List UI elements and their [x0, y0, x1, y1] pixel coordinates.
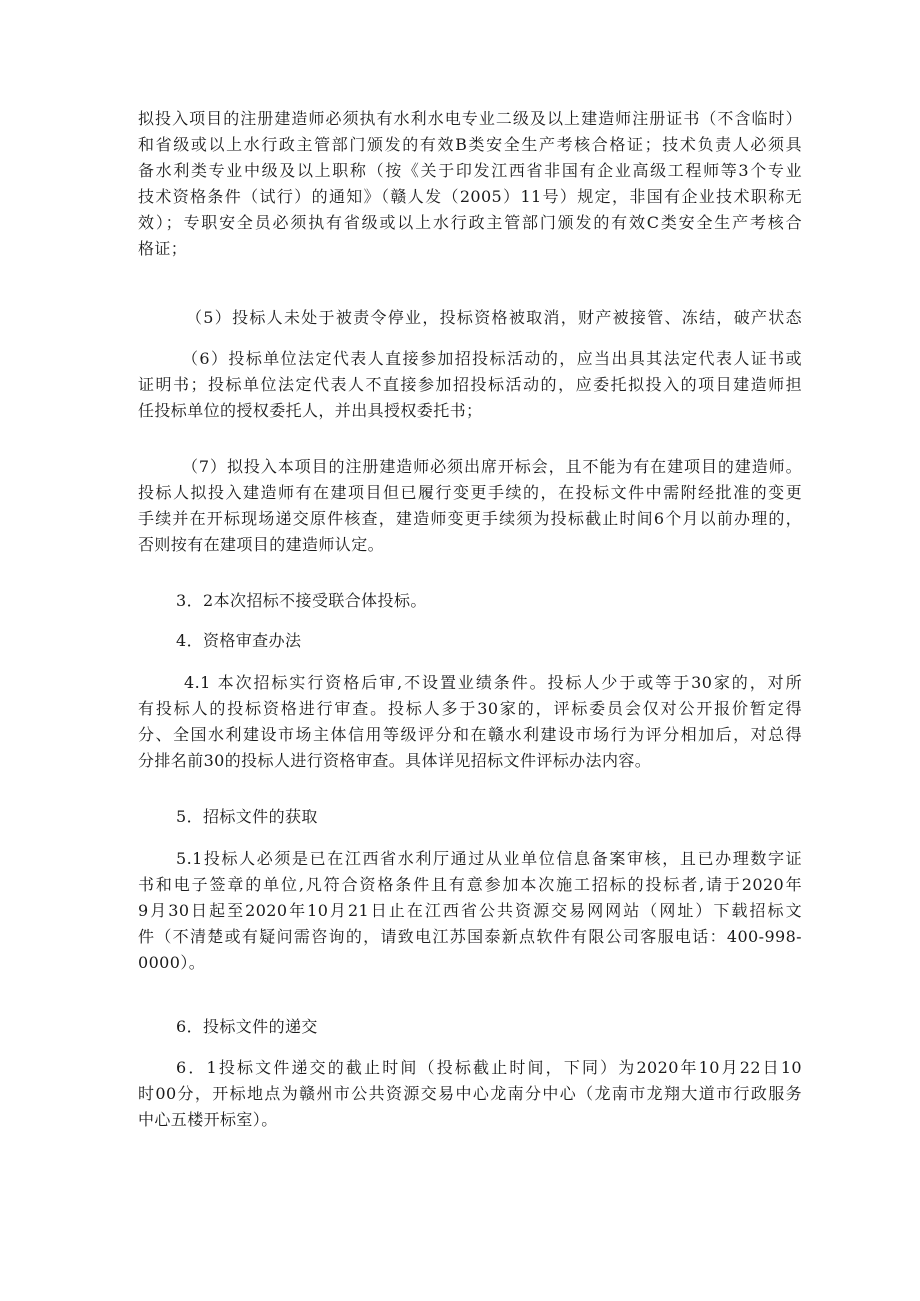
- paragraph-item-6: [138, 346, 802, 424]
- section-heading-text: 5．招标文件的获取: [176, 807, 318, 826]
- text-line: 备水利类专业中级及以上职称（按《关于印发江西省非国有企业高级工程师等3个专业: [138, 161, 802, 180]
- text-line: 中心五楼开标室）。: [138, 1110, 278, 1129]
- text-line: （5）投标人未处于被责令停业，投标资格被取消，财产被接管、冻结，破产状态: [186, 308, 802, 327]
- text-line: 拟投入项目的注册建造师必须执有水利水电专业二级及以上建造师注册证书（不含临时）: [138, 109, 802, 128]
- text-line: 手续并在开标现场递交原件核查，建造师变更手续须为投标截止时间6个月以前办理的，: [138, 509, 802, 528]
- paragraph-section-6-1: [138, 1055, 802, 1133]
- text-line: （6）投标单位法定代表人直接参加招投标活动的，应当出具其法定代表人证书或: [182, 349, 802, 368]
- text-line: 分、全国水利建设市场主体信用等级评分和在赣水利建设市场行为评分相加后，对总得: [138, 725, 802, 744]
- paragraph-section-3-2: [176, 588, 802, 614]
- text-line: 3．2本次招标不接受联合体投标。: [176, 591, 427, 610]
- text-line: 9月30日起至2020年10月21日止在江西省公共资源交易网网站（网址）下载招标文: [138, 901, 802, 920]
- text-line: 0000）。: [138, 953, 206, 972]
- text-line: 件（不清楚或有疑问需咨询的，请致电江苏国泰新点软件有限公司客服电话：400-998-: [138, 927, 802, 946]
- section-heading-text: 6．投标文件的递交: [176, 1017, 318, 1036]
- text-line: 效）；专职安全员必须执有省级或以上水行政主管部门颁发的有效C类安全生产考核合: [138, 213, 802, 232]
- section-heading-5: [176, 804, 802, 830]
- text-line: 5.1投标人必须是已在江西省水利厅通过从业单位信息备案审核，且已办理数字证: [176, 849, 802, 868]
- paragraph-section-5-1: [138, 846, 802, 976]
- paragraph-item-7: [138, 454, 802, 558]
- text-line: 任投标单位的授权委托人，并出具授权委托书；: [138, 401, 483, 420]
- section-heading-text: 4．资格审查办法: [176, 631, 302, 650]
- text-line: 技术资格条件（试行）的通知》（赣人发（2005）11号）规定，非国有企业技术职称无: [138, 187, 802, 206]
- text-line: 4.1 本次招标实行资格后审,不设置业绩条件。投标人少于或等于30家的，对所: [184, 673, 802, 692]
- paragraph-section-4-1: [138, 670, 802, 774]
- text-line: 有投标人的投标资格进行审查。投标人多于30家的，评标委员会仅对公开报价暂定得: [138, 699, 802, 718]
- text-line: 否则按有在建项目的建造师认定。: [138, 535, 385, 554]
- paragraph-item-5: [186, 305, 802, 331]
- text-line: 格证；: [138, 239, 188, 258]
- text-line: 时00分，开标地点为赣州市公共资源交易中心龙南分中心（龙南市龙翔大道市行政服务: [138, 1084, 802, 1103]
- section-heading-4: [176, 628, 802, 654]
- section-heading-6: [176, 1014, 802, 1040]
- text-line: 投标人拟投入建造师有在建项目但已履行变更手续的，在投标文件中需附经批准的变更: [138, 483, 802, 502]
- paragraph-cert-requirements: [138, 106, 802, 262]
- text-line: 分排名前30的投标人进行资格审查。具体详见招标文件评标办法内容。: [138, 751, 652, 770]
- text-line: 和省级或以上水行政主管部门颁发的有效B类安全生产考核合格证；技术负责人必须具: [138, 135, 802, 154]
- text-line: 书和电子签章的单位,凡符合资格条件且有意参加本次施工招标的投标者,请于2020年: [138, 875, 802, 894]
- text-line: 6．1投标文件递交的截止时间（投标截止时间，下同）为2020年10月22日10: [176, 1058, 802, 1077]
- text-line: （7）拟投入本项目的注册建造师必须出席开标会，且不能为有在建项目的建造师。: [182, 457, 802, 476]
- text-line: 证明书；投标单位法定代表人不直接参加招投标活动的，应委托拟投入的项目建造师担: [138, 375, 802, 394]
